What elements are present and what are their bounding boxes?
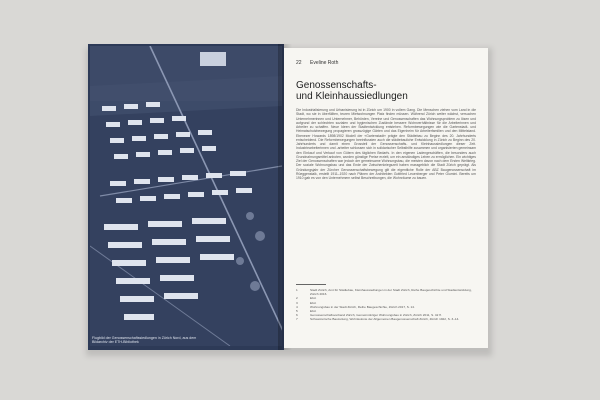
chapter-title [296, 80, 471, 102]
left-page [88, 44, 284, 350]
footnote: 1 Stadt Zürich, Amt für Städtebau, Kleinhaussiedlungen in der Stadt Zürich, Reihe Baugeschichte und Stadtentwicklung, Zürich 2016. [296, 288, 472, 297]
title-line-2: und Kleinhaussiedlungen [296, 91, 408, 102]
footnote-rule [296, 284, 326, 285]
author-name: Eveline Roth [310, 60, 339, 66]
footnote: 5 Ebd. [296, 309, 317, 314]
right-page [284, 48, 488, 348]
footnote: 2 Ebd. [296, 296, 317, 301]
footnote: 7 Schweizerische Bauzeitung, Wohnkolonie der Allgemeinen Baugenossenschaft Zürich, Zürich 1922, S. 3–14. [296, 317, 460, 322]
footnote: 6 Genossenschaftsverband Zürich, Gemeinnütziger Wohnungsbau in Zürich, Zürich 2011, S. 42 ff. [296, 313, 442, 318]
footnotes [296, 288, 476, 322]
footnote: 4 Wohnungsbau in der Stadt Zürich, Reihe Baugeschichte, Zürich 2017, S. 14. [296, 304, 415, 309]
page-number: 22 [296, 60, 302, 66]
aerial-photo [90, 46, 282, 346]
body-text: Die Industrialisierung und Urbanisierung ist in Zürich um 1900 in vollem Gang. Die Menschen ziehen vom Land in die Stadt, wo sie in überfüllten, teuren Mietwohnungen Platz finden müssen. Während Zürich weiter wächst, versuchen Unternehmerinnen und Unternehmer, Behörden, Vereine und Genossenschaften das Wohnungsproblem zu lösen und aufgrund der schlechten sozialen und hygienischen Zustände bessere Wohnverhältnisse für die Arbeiterinnen und Arbeiter zu schaffen. Neue Ideen der Stadtentwicklung entstehen. Reformbewegungen wie die Gartenstadt- und Heimatschutzbewegung propagieren grosszügige Gärten und das Eigenheim für Arbeiterfamilien und den Mittelstand. Ebenezer Howards 1898/1902 Modell der «Gartenstadt» prägte den Städtebau zu Beginn des 20. Jahrhunderts entscheidend. Die Reformbewegungen beeinflussten auch die städtebauliche Entwicklung in Zürich zu Beginn des 20. Jahrhunderts und damit einen Grossteil der Genossenschafts- und Kleinhaussiedlungen dieser Zeit. Industriearbeiterinnen und -arbeiter schlossen sich in solidarischer Selbsthilfe zusammen und organisierten gemeinsam den Einkauf und Verkauf von Gütern des täglichen Bedarfs. In den eigenen Ladengeschäften, die besonders auch Grundnahrungsmittel anboten, wurden günstige Preise erzielt, um ein anständiges Leben zu ermöglichen. Ein wichtiges Ziel der Genossenschaften war jedoch der gemeinsame Wohnungsbau, die meisten davon nach dem Ersten Weltkrieg. Der soziale Wohnungsbau und das Ende der Zwischenkriegszeit haben massgeblich die Stadt Zürich geprägt. Als Gründungsjahr der Zürcher Genossenschaftsbewegung gilt die eigentliche Rolle der ABZ Baugenossenschaft im Rüeggenstalk, erstellt 1911–1920 nach Plänen der Architekten Gottfried Leuenberger und Peter Giumini. Bereits um 1910 gab es von den Unternehmern selbst Beschreibungen, die Wohnräume zu bauen. [296, 108, 476, 180]
open-book [88, 44, 488, 350]
footnote: 3 Ebd. [296, 300, 317, 305]
photo-caption: Flugbild der Genossenschaftssiedlungen in Zürich Nord, aus dem Bildarchiv der ETH-Bibliothek [92, 336, 197, 345]
title-line-1: Genossenschafts- [296, 80, 377, 91]
